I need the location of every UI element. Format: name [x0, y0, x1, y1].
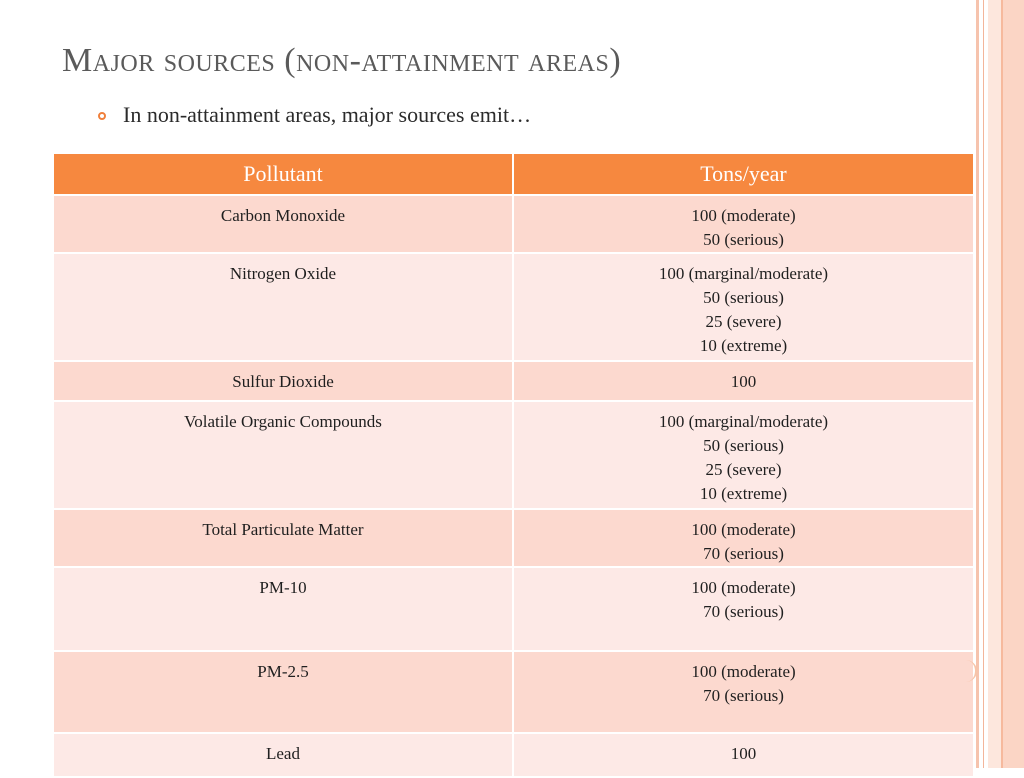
tons-line: 100 (moderate) [691, 520, 796, 539]
header-tons-per-year: Tons/year [513, 153, 974, 195]
tons-line: 70 (serious) [703, 686, 784, 705]
pollutant-cell: Sulfur Dioxide [53, 361, 513, 401]
pollutant-cell: Lead [53, 733, 513, 777]
tons-cell [513, 509, 974, 567]
tons-line: 10 (extreme) [699, 336, 788, 355]
pollutant-cell: PM-2.5 [53, 651, 513, 733]
circle-bullet-icon [98, 112, 106, 120]
pollutant-cell: Nitrogen Oxide [53, 253, 513, 361]
tons-cell [513, 361, 974, 401]
tons-line: 70 (serious) [703, 602, 784, 621]
tons-cell [513, 401, 974, 509]
table-row [53, 651, 974, 733]
stripe [976, 0, 979, 768]
decorative-stripes [976, 0, 1024, 768]
table-row [53, 567, 974, 651]
bullet-item [98, 102, 531, 128]
tons-line: 50 (serious) [703, 436, 784, 455]
tons-line: 10 (extreme) [699, 484, 788, 503]
stripe [983, 0, 984, 768]
tons-line: 100 (moderate) [691, 578, 796, 597]
tons-line: 70 (serious) [703, 544, 784, 563]
pollutant-cell: PM-10 [53, 567, 513, 651]
tons-line: 100 (marginal/moderate) [658, 264, 829, 283]
tons-cell [513, 195, 974, 253]
tons-line: 100 (moderate) [691, 206, 796, 225]
stripe [988, 0, 1001, 768]
tons-line: 100 (marginal/moderate) [658, 412, 829, 431]
tons-line: 100 (moderate) [691, 662, 796, 681]
tons-line: 50 (serious) [703, 288, 784, 307]
tons-line: 100 [730, 744, 757, 763]
tons-cell [513, 253, 974, 361]
pollutant-cell: Carbon Monoxide [53, 195, 513, 253]
table-row [53, 195, 974, 253]
header-pollutant: Pollutant [53, 153, 513, 195]
tons-line: 100 [730, 372, 757, 391]
bullet-text: In non-attainment areas, major sources emit… [123, 102, 532, 127]
table-row [53, 401, 974, 509]
tons-line: 25 (severe) [705, 460, 782, 479]
tons-line: 50 (serious) [703, 230, 784, 249]
table-row [53, 733, 974, 777]
pollutant-table [52, 152, 975, 778]
table-row [53, 253, 974, 361]
stripe [1003, 0, 1024, 768]
pollutant-cell: Volatile Organic Compounds [53, 401, 513, 509]
table-row [53, 509, 974, 567]
tons-cell [513, 733, 974, 777]
pollutant-table-wrapper [52, 152, 973, 778]
pollutant-cell: Total Particulate Matter [53, 509, 513, 567]
table-header-row [53, 153, 974, 195]
tons-cell [513, 651, 974, 733]
tons-line: 25 (severe) [705, 312, 782, 331]
table-row [53, 361, 974, 401]
slide-title: Major sources (non-attainment areas) [62, 42, 622, 79]
tons-cell [513, 567, 974, 651]
